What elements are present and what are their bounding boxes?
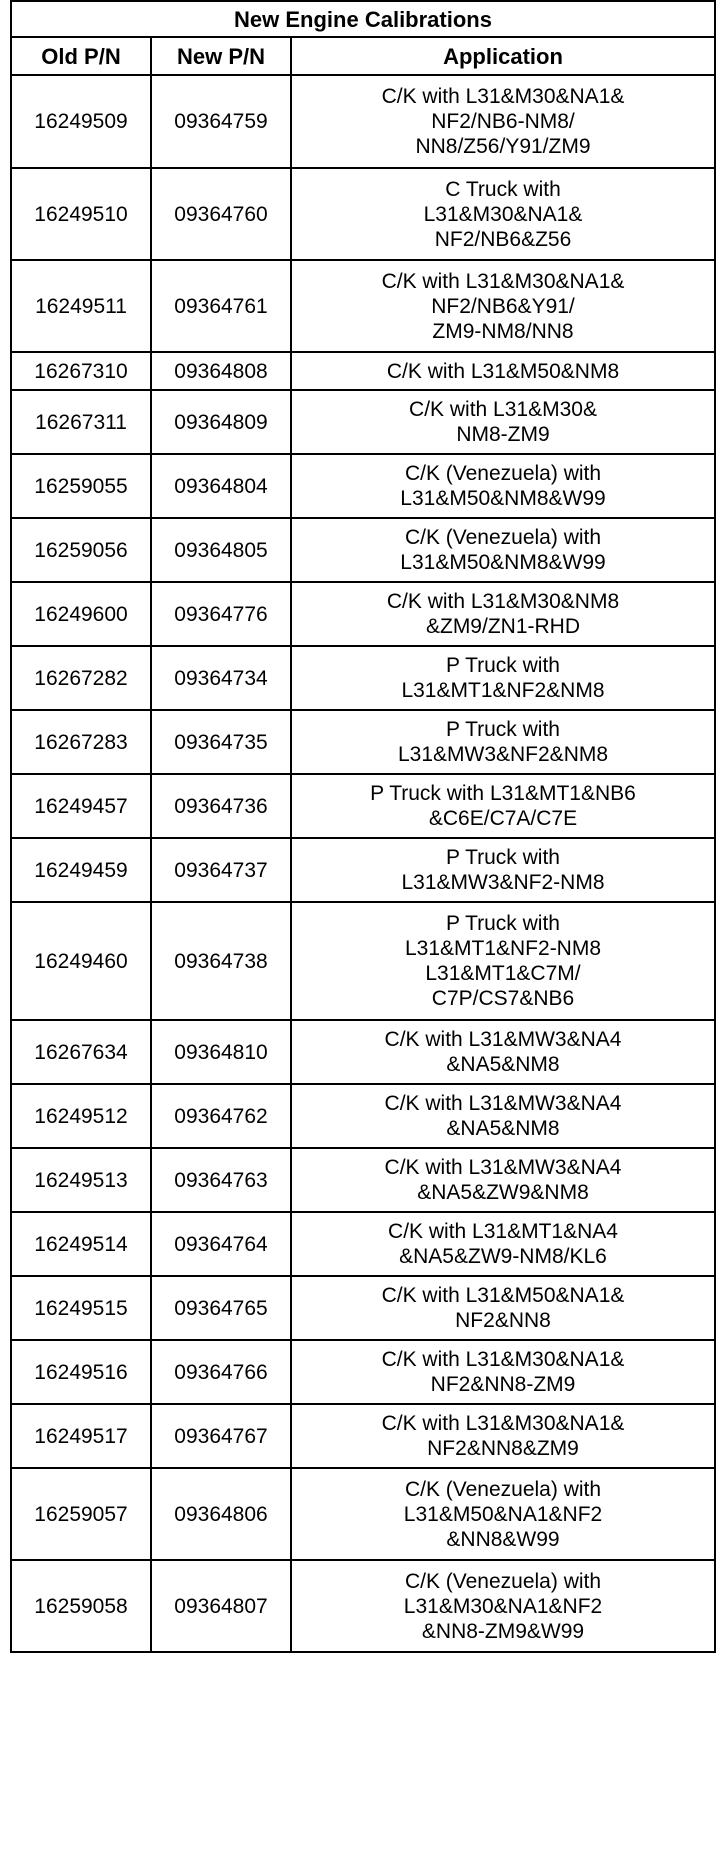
table-row: [11, 260, 715, 352]
application-line: &NA5&ZW9&NM8: [417, 1181, 589, 1204]
application-line: C/K with L31&MW3&NA4: [384, 1156, 622, 1179]
new-part-number: 09364736: [151, 774, 291, 838]
new-part-number: 09364806: [151, 1468, 291, 1560]
application-cell: [291, 838, 715, 902]
new-part-number: 09364760: [151, 168, 291, 260]
application-line: L31&M30&NA1&NF2: [403, 1594, 603, 1618]
application-line: C/K with L31&M30&NA1&: [381, 1348, 625, 1371]
application-line: NF2/NB6&Z56: [434, 227, 572, 251]
application-line: L31&MT1&NF2-NM8: [404, 937, 602, 960]
application-line: &C6E/C7A/C7E: [428, 807, 578, 830]
old-part-number: 16249514: [11, 1212, 151, 1276]
application-cell: [291, 582, 715, 646]
application-line: NF2/NB6&Y91/: [431, 294, 575, 318]
calibration-table: [10, 0, 716, 1653]
application-line: C/K with L31&MW3&NA4: [384, 1092, 622, 1115]
application-cell: [291, 352, 715, 390]
application-line: P Truck with: [446, 912, 560, 935]
table-row: [11, 1404, 715, 1468]
application-line: L31&M50&NM8&W99: [400, 487, 606, 510]
table-header-row: [11, 37, 715, 75]
table-row: [11, 1468, 715, 1560]
application-line: P Truck with: [446, 654, 560, 677]
old-part-number: 16249510: [11, 168, 151, 260]
application-line: L31&M50&NA1&NF2: [403, 1502, 603, 1526]
new-part-number: 09364734: [151, 646, 291, 710]
new-part-number: 09364735: [151, 710, 291, 774]
new-part-number: 09364766: [151, 1340, 291, 1404]
old-part-number: 16249516: [11, 1340, 151, 1404]
application-line: C/K (Venezuela) with: [404, 526, 602, 549]
table-row: [11, 390, 715, 454]
application-line: C/K with L31&M30&NM8: [386, 590, 620, 613]
application-line: L31&MW3&NF2-NM8: [401, 871, 605, 894]
table-row: [11, 1340, 715, 1404]
application-line: C/K with L31&M50&NA1&: [381, 1284, 625, 1307]
application-cell: [291, 710, 715, 774]
application-cell: [291, 1404, 715, 1468]
application-cell: [291, 1084, 715, 1148]
new-part-number: 09364804: [151, 454, 291, 518]
old-part-number: 16249513: [11, 1148, 151, 1212]
table-row: [11, 1212, 715, 1276]
old-part-number: 16249600: [11, 582, 151, 646]
application-line: C/K with L31&M30&NA1&: [381, 85, 625, 108]
application-cell: [291, 1276, 715, 1340]
new-part-number: 09364776: [151, 582, 291, 646]
new-part-number: 09364761: [151, 260, 291, 352]
application-line: NF2&NN8&ZM9: [427, 1437, 579, 1460]
application-line: C/K with L31&M50&NM8: [386, 359, 620, 383]
application-line: NM8-ZM9: [456, 423, 550, 446]
application-cell: [291, 1148, 715, 1212]
application-line: P Truck with: [446, 718, 560, 741]
application-cell: [291, 168, 715, 260]
application-line: L31&MW3&NF2&NM8: [397, 743, 609, 766]
table-row: [11, 1020, 715, 1084]
new-part-number: 09364759: [151, 75, 291, 168]
old-part-number: 16249517: [11, 1404, 151, 1468]
application-cell: [291, 260, 715, 352]
table-row: [11, 774, 715, 838]
table-body: [11, 75, 715, 1652]
old-part-number: 16249457: [11, 774, 151, 838]
application-cell: [291, 1468, 715, 1560]
old-part-number: 16259057: [11, 1468, 151, 1560]
new-part-number: 09364767: [151, 1404, 291, 1468]
table-row: [11, 710, 715, 774]
new-part-number: 09364809: [151, 390, 291, 454]
table-row: [11, 646, 715, 710]
application-line: &NN8&W99: [446, 1527, 560, 1551]
application-cell: [291, 774, 715, 838]
table-title-row: [11, 1, 715, 37]
application-line: L31&M50&NM8&W99: [400, 551, 606, 574]
application-cell: [291, 646, 715, 710]
table-row: [11, 454, 715, 518]
application-line: &NA5&ZW9-NM8/KL6: [399, 1245, 607, 1268]
application-line: C/K with L31&MW3&NA4: [384, 1028, 622, 1051]
old-part-number: 16259058: [11, 1560, 151, 1652]
application-line: NN8/Z56/Y91/ZM9: [415, 135, 591, 158]
new-part-number: 09364762: [151, 1084, 291, 1148]
column-header-new-pn: New P/N: [151, 37, 291, 75]
application-line: C/K (Venezuela) with: [404, 1569, 602, 1593]
new-part-number: 09364763: [151, 1148, 291, 1212]
application-line: L31&MT1&NF2&NM8: [401, 679, 605, 702]
application-line: C/K (Venezuela) with: [404, 1477, 602, 1501]
application-cell: [291, 454, 715, 518]
application-line: C/K with L31&M30&NA1&: [381, 269, 625, 293]
new-part-number: 09364810: [151, 1020, 291, 1084]
old-part-number: 16249509: [11, 75, 151, 168]
application-cell: [291, 390, 715, 454]
calibration-sheet: [10, 0, 714, 1653]
application-cell: [291, 1212, 715, 1276]
new-part-number: 09364737: [151, 838, 291, 902]
column-header-old-pn: Old P/N: [11, 37, 151, 75]
old-part-number: 16249459: [11, 838, 151, 902]
application-line: NF2&NN8-ZM9: [430, 1373, 576, 1396]
table-row: [11, 838, 715, 902]
table-row: [11, 1148, 715, 1212]
new-part-number: 09364807: [151, 1560, 291, 1652]
application-line: NF2&NN8: [455, 1309, 551, 1332]
application-line: NF2/NB6-NM8/: [431, 110, 575, 133]
application-line: &NA5&NM8: [446, 1053, 560, 1076]
new-part-number: 09364805: [151, 518, 291, 582]
old-part-number: 16267311: [11, 390, 151, 454]
application-line: P Truck with L31&MT1&NB6: [370, 782, 636, 805]
application-line: C7P/CS7&NB6: [431, 987, 575, 1010]
application-cell: [291, 1020, 715, 1084]
old-part-number: 16249460: [11, 902, 151, 1020]
column-header-application: Application: [291, 37, 715, 75]
table-title: New Engine Calibrations: [11, 1, 715, 37]
new-part-number: 09364764: [151, 1212, 291, 1276]
table-row: [11, 168, 715, 260]
application-line: C/K (Venezuela) with: [404, 462, 602, 485]
old-part-number: 16267283: [11, 710, 151, 774]
application-line: &NA5&NM8: [446, 1117, 560, 1140]
table-row: [11, 582, 715, 646]
application-line: L31&M30&NA1&: [423, 202, 583, 226]
old-part-number: 16267282: [11, 646, 151, 710]
application-line: C/K with L31&MT1&NA4: [388, 1220, 618, 1243]
application-cell: [291, 1340, 715, 1404]
application-line: C Truck with: [445, 177, 561, 201]
old-part-number: 16259056: [11, 518, 151, 582]
table-row: [11, 902, 715, 1020]
old-part-number: 16259055: [11, 454, 151, 518]
new-part-number: 09364808: [151, 352, 291, 390]
table-row: [11, 352, 715, 390]
new-part-number: 09364738: [151, 902, 291, 1020]
old-part-number: 16249511: [11, 260, 151, 352]
new-part-number: 09364765: [151, 1276, 291, 1340]
application-line: C/K with L31&M30&: [409, 398, 597, 421]
application-line: &ZM9/ZN1-RHD: [425, 615, 580, 638]
table-row: [11, 1276, 715, 1340]
application-line: P Truck with: [446, 846, 560, 869]
application-cell: [291, 75, 715, 168]
application-line: &NN8-ZM9&W99: [421, 1619, 585, 1643]
application-line: ZM9-NM8/NN8: [432, 319, 574, 343]
old-part-number: 16249515: [11, 1276, 151, 1340]
old-part-number: 16267634: [11, 1020, 151, 1084]
application-line: L31&MT1&C7M/: [425, 962, 581, 985]
application-cell: [291, 902, 715, 1020]
table-row: [11, 518, 715, 582]
application-line: C/K with L31&M30&NA1&: [381, 1412, 625, 1435]
table-row: [11, 1084, 715, 1148]
table-row: [11, 75, 715, 168]
old-part-number: 16267310: [11, 352, 151, 390]
application-cell: [291, 518, 715, 582]
old-part-number: 16249512: [11, 1084, 151, 1148]
application-cell: [291, 1560, 715, 1652]
table-row: [11, 1560, 715, 1652]
